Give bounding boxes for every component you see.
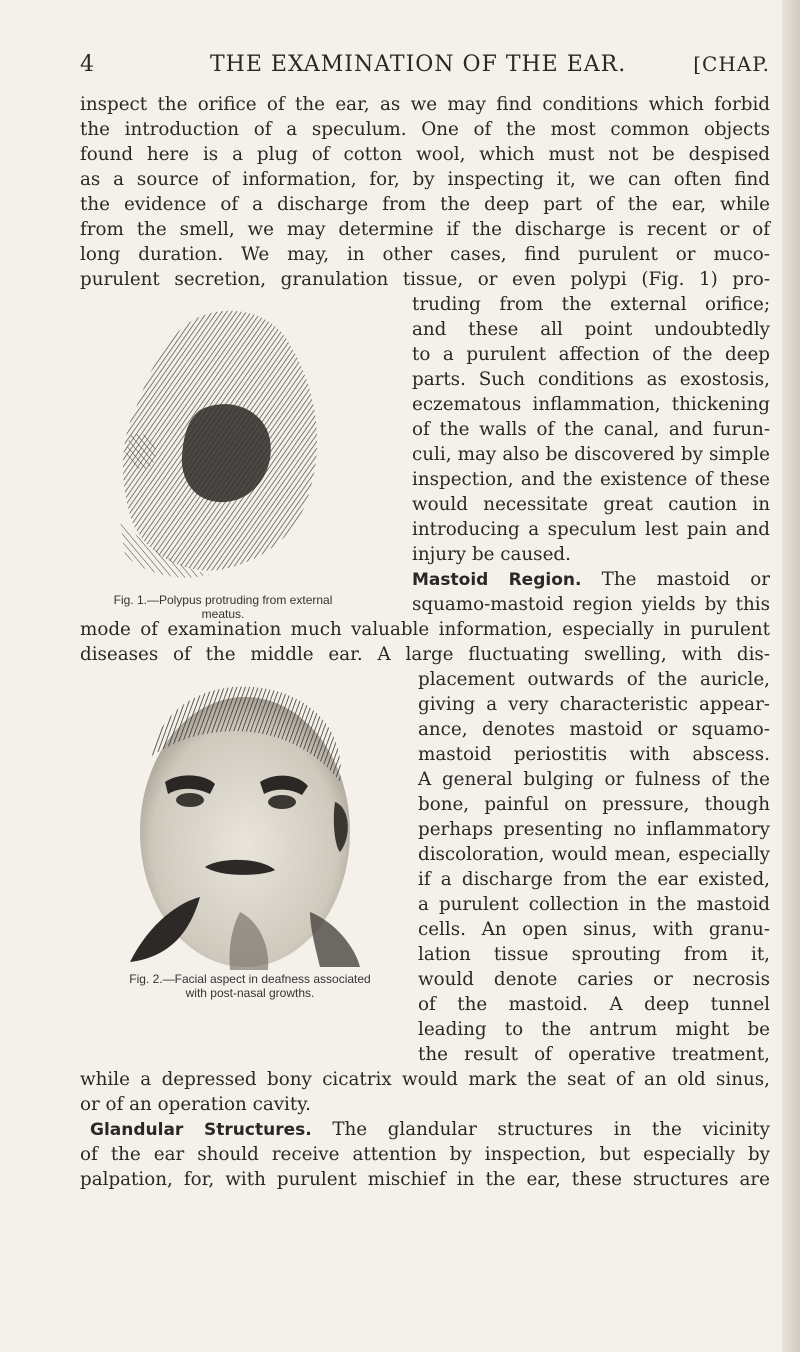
text-line: discoloration, would mean, especially (418, 844, 770, 865)
text-line: eczematous inflammation, thickening (412, 394, 770, 415)
glandular-text: The glandular structures in the vicinity (332, 1119, 770, 1140)
text-line: long duration. We may, in other cases, find purulent or muco- (80, 244, 770, 265)
text-line: truding from the external orifice; (412, 294, 770, 315)
text-line: to a purulent affection of the deep (412, 344, 770, 365)
figure-1 (100, 290, 360, 590)
text-line: and these all point undoubtedly (412, 319, 770, 340)
text-line: while a depressed bony cicatrix would mark the seat of an old sinus, (80, 1069, 770, 1090)
text-line: squamo-mastoid region yields by this (412, 594, 770, 615)
text-line: from the smell, we may determine if the discharge is recent or of (80, 219, 770, 240)
text-line: or of an operation cavity. (80, 1094, 311, 1115)
page-number: 4 (80, 52, 95, 77)
text-line: purulent secretion, granulation tissue, or even polypi (Fig. 1) pro- (80, 269, 770, 290)
text-line: of the walls of the canal, and furun- (412, 419, 770, 440)
text-line: lation tissue sprouting from it, (418, 944, 770, 965)
running-title: THE EXAMINATION OF THE EAR. (210, 52, 627, 77)
figure-2-caption (80, 972, 420, 1000)
text-line: giving a very characteristic appear- (418, 694, 770, 715)
mastoid-text: The mastoid or (601, 569, 771, 590)
text-line: mode of examination much valuable information, especially in purulent (80, 619, 770, 640)
caption-line: Fig. 1.—Polypus protruding from external (113, 593, 333, 607)
text-line: parts. Such conditions as exostosis, (412, 369, 770, 390)
text-line: found here is a plug of cotton wool, which must not be despised (80, 144, 770, 165)
chapter-label: [CHAP. (693, 52, 770, 76)
text-line: would denote caries or necrosis (418, 969, 770, 990)
text-line: the evidence of a discharge from the deep part of the ear, while (80, 194, 770, 215)
text-line: introducing a speculum lest pain and (412, 519, 770, 540)
text-line: would necessitate great caution in (412, 494, 770, 515)
text-line: ance, denotes mastoid or squamo- (418, 719, 770, 740)
glandular-line (90, 1117, 770, 1143)
text-line: the result of operative treatment, (418, 1044, 770, 1065)
caption-line: meatus. (201, 607, 245, 621)
section-heading-mastoid: Mastoid Region. (412, 570, 582, 590)
caption-line: Fig. 2.—Facial aspect in deafness associated (129, 972, 371, 986)
text-line: A general bulging or fulness of the (418, 769, 770, 790)
mastoid-line (412, 567, 770, 593)
text-line: mastoid periostitis with abscess. (418, 744, 770, 765)
text-line: as a source of information, for, by inspecting it, we can often find (80, 169, 770, 190)
caption-line: with post-nasal growths. (185, 986, 315, 1000)
text-line: of the mastoid. A deep tunnel (418, 994, 770, 1015)
text-line: placement outwards of the auricle, (418, 669, 770, 690)
text-line: culi, may also be discovered by simple (412, 444, 770, 465)
text-line: perhaps presenting no inflammatory (418, 819, 770, 840)
text-line: inspect the orifice of the ear, as we may find conditions which forbid (80, 94, 770, 115)
text-line: cells. An open sinus, with granu- (418, 919, 770, 940)
polypus-illustration (100, 290, 360, 590)
text-line: inspection, and the existence of these (412, 469, 770, 490)
text-line: diseases of the middle ear. A large fluctuating swelling, with dis- (80, 644, 770, 665)
text-line: of the ear should receive attention by inspection, but especially by (80, 1144, 770, 1165)
figure-2 (110, 672, 385, 972)
text-line: the introduction of a speculum. One of the most common objects (80, 119, 770, 140)
text-line: leading to the antrum might be (418, 1019, 770, 1040)
text-line: if a discharge from the ear existed, (418, 869, 770, 890)
page-edge (782, 0, 800, 1352)
section-heading-glandular: Glandular Structures. (90, 1120, 312, 1140)
text-line: a purulent collection in the mastoid (418, 894, 770, 915)
facial-aspect-illustration (110, 672, 385, 972)
text-line: palpation, for, with purulent mischief in the ear, these structures are (80, 1169, 770, 1190)
text-line: injury be caused. (412, 544, 571, 565)
text-line: bone, painful on pressure, though (418, 794, 770, 815)
